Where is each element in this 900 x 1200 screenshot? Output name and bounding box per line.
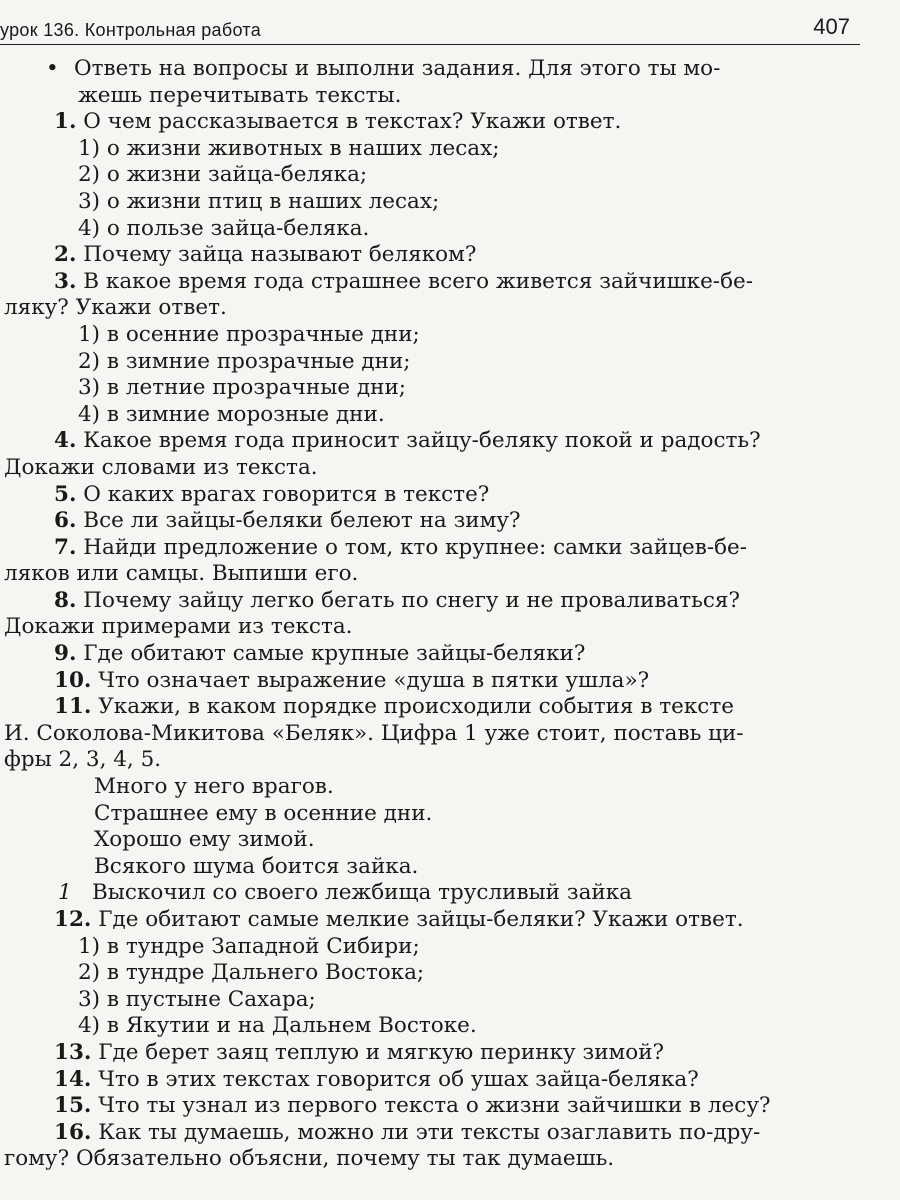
answer-option: 1) в тундре Западной Сибири; [78,933,420,959]
bullet-icon: • [46,56,59,81]
answer-option: 4) в Якутии и на Дальнем Востоке. [78,1013,477,1039]
question-12: 12. Где обитают самые мелкие зайцы-беляки? Укажи ответ. [54,907,744,932]
question-continuation: Докажи словами из текста. [4,454,318,480]
answer-option: 2) о жизни зайца-беляка; [78,162,368,188]
question-10: 10. Что означает выражение «душа в пятки ушла»? [54,667,650,693]
event-item: Страшнее ему в осенние дни. [94,800,433,826]
question-14: 14. Что в этих текстах говорится об ушах зайца-беляка? [54,1066,699,1092]
question-continuation: ляков или самцы. Выпиши его. [4,561,359,587]
question-16: 16. Как ты думаешь, можно ли эти тексты озаглавить по-дру- [54,1119,761,1145]
answer-option: 2) в тундре Дальнего Востока; [78,960,425,986]
question-2: 2. Почему зайца называют беляком? [54,242,477,268]
answer-option: 4) о пользе зайца-беляка. [78,215,370,241]
question-6: 6. Все ли зайцы-беляки белеют на зиму? [54,508,521,534]
event-item: Всякого шума боится зайка. [94,853,419,879]
question-continuation: Докажи примерами из текста. [4,614,353,640]
order-mark: 1 [58,880,72,906]
question-9: 9. Где обитают самые крупные зайцы-беляки? [54,641,586,667]
question-continuation: ляку? Укажи ответ. [4,295,227,321]
answer-option: 2) в зимние прозрачные дни; [78,348,411,374]
page-body [0,56,880,1173]
event-item: Хорошо ему зимой. [94,827,315,853]
event-item: Много у него врагов. [94,774,334,800]
question-1: 1. О чем рассказывается в текстах? Укажи ответ. [54,109,622,135]
question-8: 8. Почему зайцу легко бегать по снегу и не проваливаться? [54,587,740,613]
question-continuation: И. Соколова-Микитова «Беляк». Цифра 1 уже стоит, поставь ци- [4,720,744,746]
question-continuation: гому? Обязательно объясни, почему ты так думаешь. [4,1146,615,1172]
answer-option: 3) в пустыне Сахара; [78,986,316,1012]
answer-option: 3) о жизни птиц в наших лесах; [78,188,440,214]
event-item: 1 Выскочил со своего лежбища трусливый зайка [0,880,880,907]
intro-line: жешь перечитывать тексты. [78,82,402,108]
question-7: 7. Найди предложение о том, кто крупнее: самки зайцев-бе- [54,534,748,560]
question-15: 15. Что ты узнал из первого текста о жизни зайчишки в лесу? [54,1093,771,1119]
page-header [0,14,860,45]
page-number: 407 [813,14,850,39]
question-4: 4. Какое время года приносит зайцу-беляку покой и радость? [54,428,761,454]
answer-option: 1) о жизни животных в наших лесах; [78,135,500,161]
question-11: 11. Укажи, в каком порядке происходили события в тексте [54,694,734,720]
answer-option: 1) в осенние прозрачные дни; [78,321,420,347]
intro-line: • Ответь на вопросы и выполни задания. Для этого ты мо- [0,56,880,83]
question-3: 3. В какое время года страшнее всего живется зайчишке-бе- [54,268,753,294]
question-5: 5. О каких врагах говорится в тексте? [54,481,490,507]
question-continuation: фры 2, 3, 4, 5. [4,747,162,773]
question-13: 13. Где берет заяц теплую и мягкую перинку зимой? [54,1039,665,1065]
answer-option: 3) в летние прозрачные дни; [78,375,407,401]
answer-option: 4) в зимние морозные дни. [78,401,385,427]
running-title: урок 136. Контрольная работа [0,20,262,40]
